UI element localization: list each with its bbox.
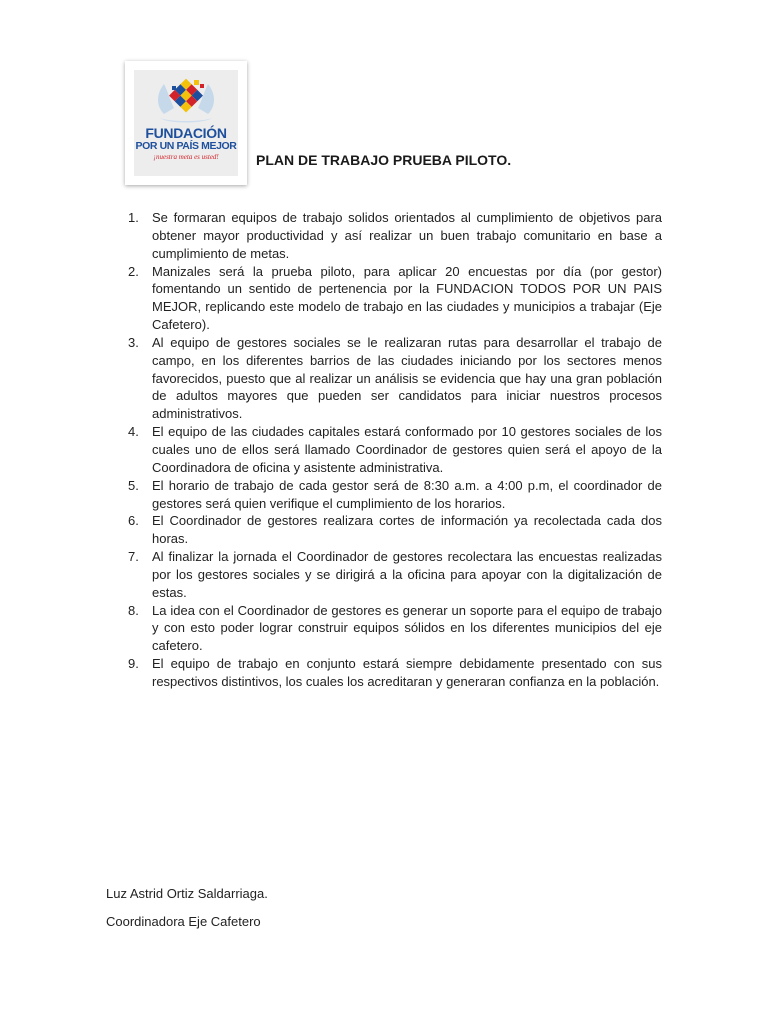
list-item [128,548,662,602]
hands-heart-icon [134,70,238,126]
list-item-text: Al finalizar la jornada el Coordinador de gestores recolectara las encuestas realizadas por los gestores sociales y se dirigirá a la oficina para apoyar con la digitalización de estas. [152,549,662,600]
logo-image [134,70,238,176]
list-item-text: El horario de trabajo de cada gestor será de 8:30 a.m. a 4:00 p.m, el coordinador de gestores será quien verifique el cumplimiento de los horarios. [152,477,662,511]
list-item-number: 4. [128,424,139,440]
plan-list [128,209,662,691]
list-item [128,334,662,423]
list-item-text: Se formaran equipos de trabajo solidos orientados al cumplimiento de objetivos para obtener mayor productividad y así realizar un buen trabajo comunitario en base a cumplimiento de metas. [152,210,662,261]
list-item [128,423,662,477]
list-item-text: Manizales será la prueba piloto, para aplicar 20 encuestas por día (por gestor) fomentando un sentido de pertenencia por la FUNDACION TODOS POR UN PAIS MEJOR, replicando este modelo de trabajo en las ciudades y municipios a trabajar (Eje Cafetero). [152,263,662,333]
list-item-number: 6. [128,513,139,529]
list-item [128,655,662,691]
list-item-number: 2. [128,263,139,279]
list-item [128,209,662,263]
logo-text-fundacion: FUNDACIÓN [145,125,227,141]
list-item [128,512,662,548]
list-item-text: La idea con el Coordinador de gestores es generar un soporte para el equipo de trabajo y con esto poder lograr construir equipos sólidos en los diferentes municipios del eje cafetero. [152,602,662,654]
logo-slogan: ¡nuestra meta es usted! [153,153,219,161]
list-item-number: 3. [128,334,139,350]
document-title: PLAN DE TRABAJO PRUEBA PILOTO. [256,152,512,168]
list-item-number: 5. [128,477,139,493]
list-item-number: 7. [128,549,139,565]
list-item-number: 9. [128,656,139,672]
list-item-text: Al equipo de gestores sociales se le realizaran rutas para desarrollar el trabajo de campo, en los diferentes barrios de las ciudades iniciando por los sectores menos favorecidos, puesto que al realizar un análisis se evidencia que hay una gran población de adultos mayores que pueden ser candidatos para iniciar nuestros procesos administrativos. [152,334,662,422]
foundation-logo [125,61,247,185]
list-item-text: El Coordinador de gestores realizara cortes de información ya recolectada cada dos horas. [152,513,662,547]
list-item [128,263,662,334]
list-item-number: 1. [128,210,139,225]
list-item [128,602,662,656]
list-item-number: 8. [128,602,139,618]
list-item [128,477,662,513]
signature-name: Luz Astrid Ortiz Saldarriaga. [106,886,268,901]
list-item-text: El equipo de trabajo en conjunto estará siempre debidamente presentado con sus respectivos distintivos, los cuales los acreditaran y generaran confianza en la población. [152,656,662,689]
signature-role: Coordinadora Eje Cafetero [106,914,261,929]
list-item-text: El equipo de las ciudades capitales estará conformado por 10 gestores sociales de los cuales uno de ellos será llamado Coordinador de gestores quien será el apoyo de la Coordinadora de oficina y asistente administrativa. [152,424,662,475]
logo-text-por-un-pais-mejor: POR UN PAÍS MEJOR [135,140,237,152]
